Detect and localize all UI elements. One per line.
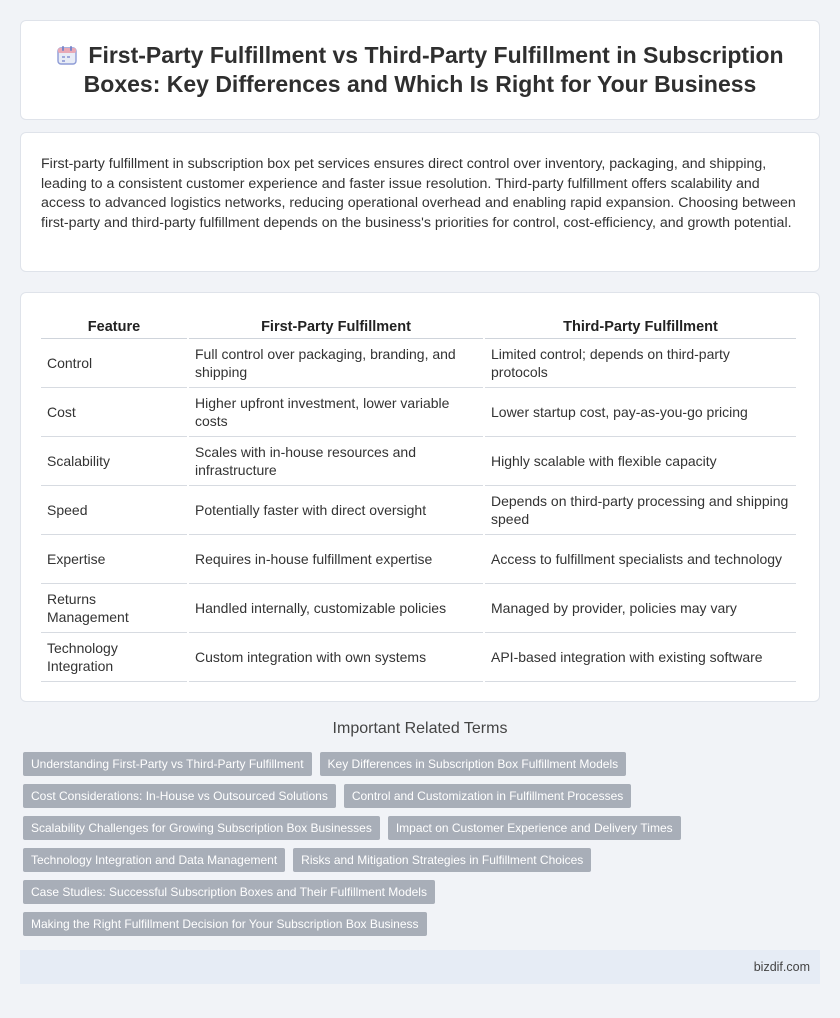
page-title [51,41,789,99]
table-row [41,633,796,682]
page-title-text: First-Party Fulfillment vs Third-Party Fulfillment in Subscription Boxes: Key Differences and Which Is Right for Your Business [83,42,784,97]
footer-site[interactable]: bizdif.com [753,960,810,974]
comparison-card [20,292,820,702]
third-party-cell: API-based integration with existing software [485,633,796,682]
related-tag[interactable]: Risks and Mitigation Strategies in Fulfillment Choices [293,848,591,872]
feature-cell: Expertise [41,535,187,584]
related-terms-section [20,720,820,936]
first-party-cell: Full control over packaging, branding, and shipping [189,339,483,388]
third-party-cell: Limited control; depends on third-party protocols [485,339,796,388]
related-tag[interactable]: Making the Right Fulfillment Decision for Your Subscription Box Business [23,912,427,936]
table-row [41,486,796,535]
intro-card [20,132,820,272]
related-terms-heading: Important Related Terms [332,720,508,737]
first-party-cell: Handled internally, customizable policies [189,584,483,633]
related-tag[interactable]: Technology Integration and Data Management [23,848,285,872]
related-tag[interactable]: Cost Considerations: In-House vs Outsourced Solutions [23,784,336,808]
table-row [41,584,796,633]
comparison-table [39,313,798,682]
header-feature: Feature [41,313,187,339]
header-first-party: First-Party Fulfillment [189,313,483,339]
table-row [41,388,796,437]
related-tag[interactable]: Key Differences in Subscription Box Fulfillment Models [320,752,627,776]
feature-cell: Technology Integration [41,633,187,682]
table-row [41,437,796,486]
table-row [41,535,796,584]
header-third-party: Third-Party Fulfillment [485,313,796,339]
related-tag[interactable]: Control and Customization in Fulfillment Processes [344,784,631,808]
feature-cell: Speed [41,486,187,535]
related-tags [20,752,820,936]
intro-paragraph: First-party fulfillment in subscription box pet services ensures direct control over inventory, packaging, and shipping, leading to a consistent customer experience and faster issue resolution. Third-party fulfillment offers scalability and access to advanced logistics networks, reducing operational overhead and enabling rapid expansion. Choosing between first-party and third-party fulfillment depends on the business's priorities for control, cost-efficiency, and growth potential. [41,156,796,231]
first-party-cell: Potentially faster with direct oversight [189,486,483,535]
feature-cell: Control [41,339,187,388]
related-tag[interactable]: Understanding First-Party vs Third-Party Fulfillment [23,752,312,776]
feature-cell: Scalability [41,437,187,486]
third-party-cell: Highly scalable with flexible capacity [485,437,796,486]
related-tag[interactable]: Impact on Customer Experience and Delivery Times [388,816,681,840]
calendar-icon [56,44,78,66]
footer [20,950,820,984]
feature-cell: Cost [41,388,187,437]
first-party-cell: Requires in-house fulfillment expertise [189,535,483,584]
table-row [41,339,796,388]
title-card [20,20,820,120]
first-party-cell: Custom integration with own systems [189,633,483,682]
third-party-cell: Managed by provider, policies may vary [485,584,796,633]
third-party-cell: Lower startup cost, pay-as-you-go pricing [485,388,796,437]
third-party-cell: Access to fulfillment specialists and technology [485,535,796,584]
table-header-row [41,313,796,339]
first-party-cell: Higher upfront investment, lower variable costs [189,388,483,437]
related-tag[interactable]: Case Studies: Successful Subscription Boxes and Their Fulfillment Models [23,880,435,904]
first-party-cell: Scales with in-house resources and infrastructure [189,437,483,486]
third-party-cell: Depends on third-party processing and shipping speed [485,486,796,535]
related-tag[interactable]: Scalability Challenges for Growing Subscription Box Businesses [23,816,380,840]
feature-cell: Returns Management [41,584,187,633]
